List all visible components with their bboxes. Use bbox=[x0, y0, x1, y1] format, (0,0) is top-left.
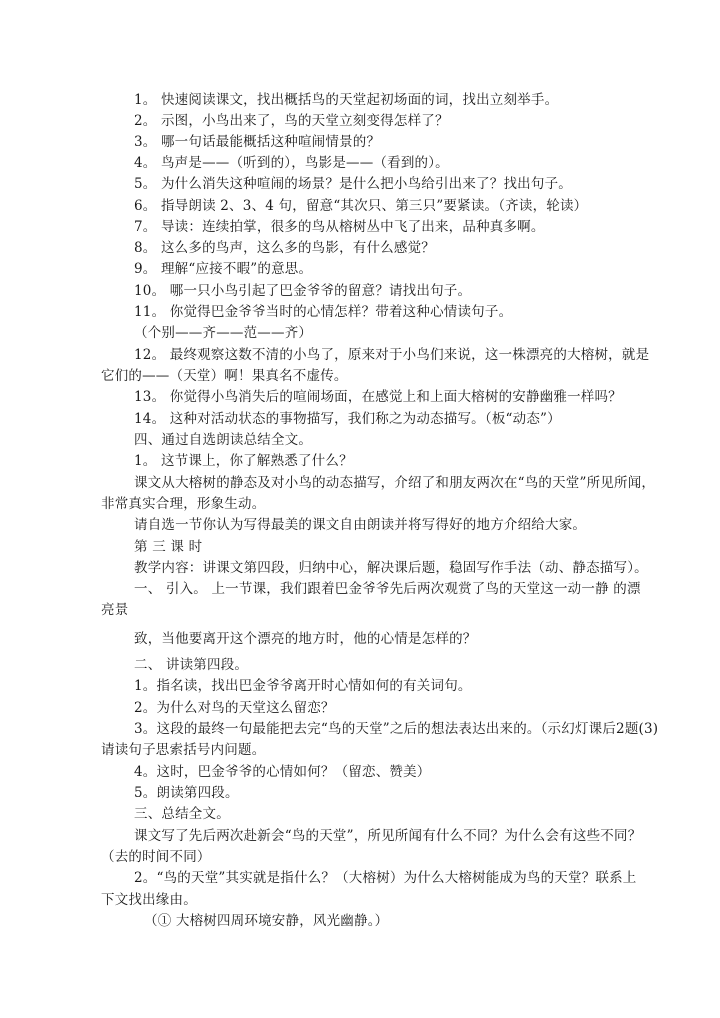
text-line: 4。这时，巴金爷爷的心情如何？（留恋、赞美） bbox=[134, 764, 431, 780]
text-line: 请读句子思索括号内问题。 bbox=[101, 742, 266, 758]
text-line: 3。 哪一句话最能概括这种喧闹情景的？ bbox=[134, 134, 381, 150]
text-line: 1。 快速阅读课文，找出概括鸟的天堂起初场面的词，找出立刻举手。 bbox=[134, 92, 559, 108]
text-line: （个别——齐——范——齐） bbox=[134, 325, 313, 341]
text-line: 非常真实合理，形象生动。 bbox=[101, 496, 266, 512]
text-line: 课文写了先后两次赴新会“鸟的天堂”，所见所闻有什么不同？为什么会有这些不同？ bbox=[134, 828, 642, 844]
text-line: 2。 示图，小鸟出来了，鸟的天堂立刻变得怎样了？ bbox=[134, 113, 449, 129]
text-line: 请自选一节你认为写得最美的课文自由朗读并将写得好的地方介绍给大家。 bbox=[134, 517, 587, 533]
text-line: 2。为什么对鸟的天堂这么留恋？ bbox=[134, 700, 335, 716]
text-line: 5。 为什么消失这种喧闹的场景？是什么把小鸟给引出来了？找出句子。 bbox=[134, 176, 572, 192]
section-heading: 第 三 课 时 bbox=[134, 539, 203, 555]
text-line: 9。 理解“应接不暇”的意思。 bbox=[134, 261, 313, 277]
text-line: 11。 你觉得巴金爷爷当时的心情怎样？带着这种心情读句子。 bbox=[134, 304, 513, 320]
text-line: 4。 鸟声是——（听到的），鸟影是——（看到的）。 bbox=[134, 155, 449, 171]
text-line: 它们的——（天堂）啊！果真名不虚传。 bbox=[101, 368, 348, 384]
text-line: 课文从大榕树的静态及对小鸟的动态描写，介绍了和朋友两次在“鸟的天堂”所见所闻， bbox=[134, 475, 656, 491]
text-line: 致，当他要离开这个漂亮的地方时，他的心情是怎样的？ bbox=[134, 631, 477, 647]
text-line: 2。“鸟的天堂”其实就是指什么？（大榕树）为什么大榕树能成为鸟的天堂？联系上 bbox=[134, 870, 637, 886]
text-line: 三、总结全文。 bbox=[134, 806, 230, 822]
text-line: 1。 这节课上，你了解熟悉了什么？ bbox=[134, 453, 353, 469]
text-line: 5。朗读第四段。 bbox=[134, 785, 239, 801]
text-line: 7。 导读：连续拍掌，很多的鸟从榕树丛中飞了出来，品种真多啊。 bbox=[134, 219, 545, 235]
text-line: 3。这段的最终一句最能把去完“鸟的天堂”之后的想法表达出来的。（示幻灯课后2题(3) bbox=[134, 721, 659, 737]
text-line: 14。 这种对活动状态的事物描写，我们称之为动态描写。（板“动态”） bbox=[134, 411, 561, 427]
text-line: 6。 指导朗读 2、3、4 句，留意“其次只、第三只”要紧读。（齐读，轮读） bbox=[134, 198, 588, 214]
text-line: 亮景 bbox=[101, 602, 129, 618]
text-line: （去的时间不同） bbox=[101, 849, 211, 865]
text-line: 四、通过自选朗读总结全文。 bbox=[134, 432, 313, 448]
text-line: 8。 这么多的鸟声，这么多的鸟影，有什么感觉？ bbox=[134, 240, 435, 256]
text-line: 12。 最终观察这数不清的小鸟了，原来对于小鸟们来说，这一株漂亮的大榕树，就是 bbox=[134, 347, 650, 363]
text-line: 一、 引入。 上一节课，我们跟着巴金爷爷先后两次观赏了鸟的天堂这一动一静 的漂 bbox=[134, 581, 641, 597]
text-line: 13。 你觉得小鸟消失后的喧闹场面，在感觉上和上面大榕树的安静幽雅一样吗？ bbox=[134, 389, 622, 405]
text-line: 下文找出缘由。 bbox=[101, 892, 197, 908]
text-line: 教学内容：讲课文第四段，归纳中心，解决课后题，稳固写作手法（动、静态描写）。 bbox=[134, 560, 648, 576]
text-line: 10。 哪一只小鸟引起了巴金爷爷的留意？请找出句子。 bbox=[134, 283, 472, 299]
text-line: 二、 讲读第四段。 bbox=[134, 657, 249, 673]
text-line: （① 大榕树四周环境安静，风光幽静。） bbox=[144, 913, 389, 929]
text-line: 1。指名读，找出巴金爷爷离开时心情如何的有关词句。 bbox=[134, 678, 472, 694]
